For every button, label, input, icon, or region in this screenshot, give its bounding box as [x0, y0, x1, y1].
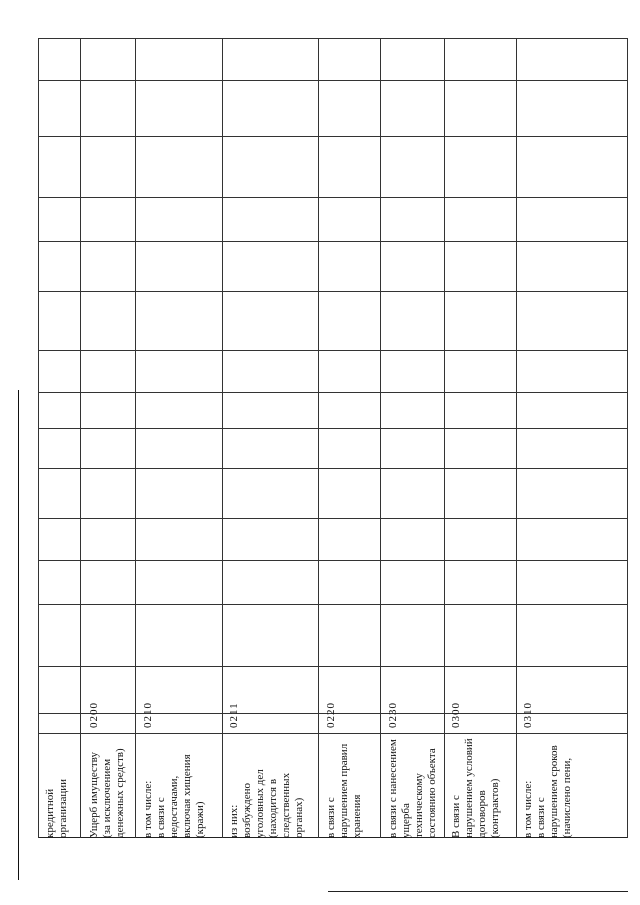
row-label-1: Ущерб имуществу (за исключением денежных средств) [88, 748, 126, 838]
col-line [38, 38, 39, 838]
rotated-table [38, 38, 628, 838]
row-line [38, 733, 628, 734]
row-line [38, 604, 628, 605]
row-label-6: В связи с нарушением условий договоров (контрактов) [450, 738, 501, 838]
row-code-2: 0210 [142, 702, 154, 728]
row-line [38, 80, 628, 81]
row-code-6: 0300 [450, 702, 462, 728]
col-line [318, 38, 319, 838]
col-line [516, 38, 517, 838]
row-line [38, 518, 628, 519]
col-line [627, 38, 628, 838]
row-line [38, 560, 628, 561]
row-label-4: в связи с нарушением правил хранения [325, 743, 363, 838]
row-line [38, 291, 628, 292]
row-code-4: 0220 [325, 702, 337, 728]
row-label-0: кредитной организации [44, 778, 69, 838]
row-line [38, 392, 628, 393]
row-line [38, 428, 628, 429]
row-code-7: 0310 [522, 702, 534, 728]
row-line [38, 136, 628, 137]
row-label-2: в том числе: в связи с недостачами, включая хищения (кражи) [142, 754, 206, 838]
col-line [444, 38, 445, 838]
page-margin-rule [18, 390, 19, 880]
col-line [222, 38, 223, 838]
col-line [380, 38, 381, 838]
row-line [38, 197, 628, 198]
row-label-3: из них: возбуждено уголовных дел (находится в следственных органах) [228, 769, 305, 838]
row-line [38, 38, 628, 39]
row-code-5: 0230 [387, 702, 399, 728]
row-label-5: в связи с нанесением ущерба техническому состоянию объекта [387, 739, 438, 838]
row-code-1: 0200 [88, 702, 100, 728]
row-line [38, 350, 628, 351]
col-line [135, 38, 136, 838]
col-line [80, 38, 81, 838]
row-line [38, 468, 628, 469]
row-label-7: в том числе: в связи с нарушением сроков (начислено пени, [522, 745, 573, 838]
row-line [38, 666, 628, 667]
row-line [38, 241, 628, 242]
footer-rule [328, 891, 628, 892]
row-code-3: 0211 [228, 702, 240, 728]
